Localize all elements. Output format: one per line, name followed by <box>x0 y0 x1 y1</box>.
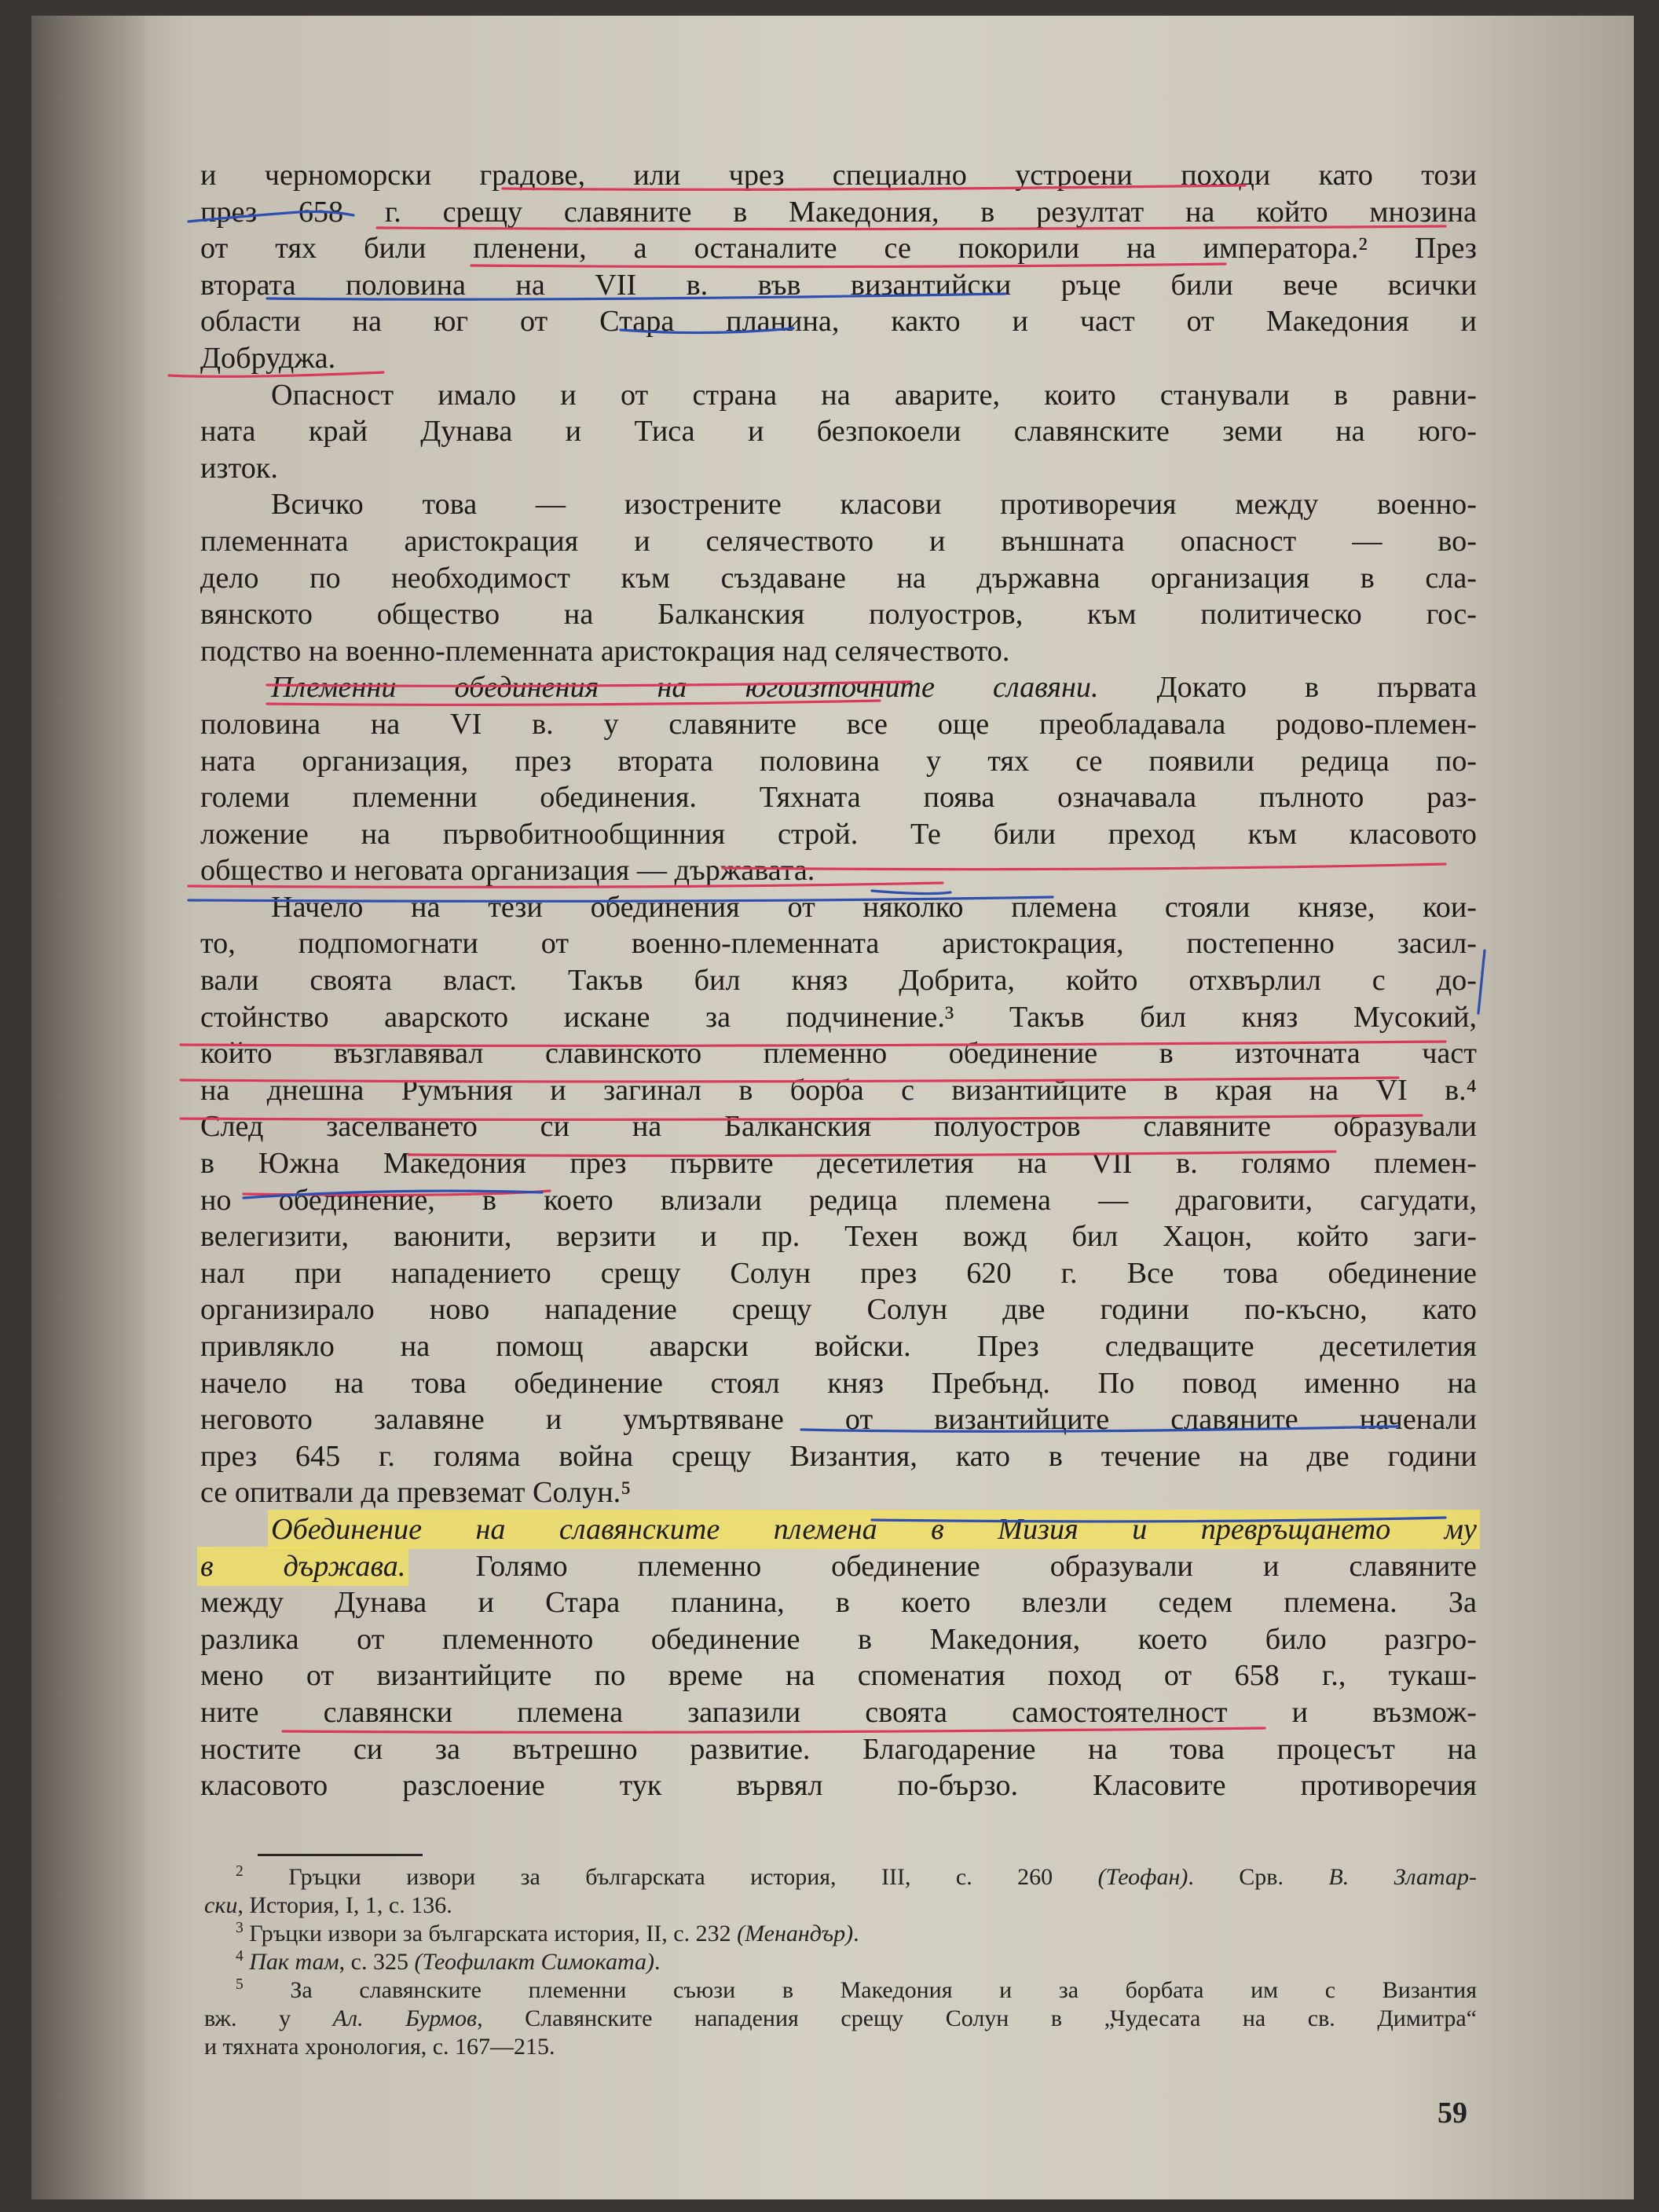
text-line: и черноморски градове, или чрез специално устроени походи като този <box>200 159 1477 192</box>
text-line: нал при нападението срещу Солун през 620 г. Все това обединение <box>200 1256 1477 1290</box>
text-line: стойнство аварското искане за подчинение.³ Такъв бил княз Мусокий, <box>200 1000 1477 1034</box>
body-text <box>200 157 1477 1804</box>
footnote-2: $^2$ Гръцки извори за българската история, III, с. 260 (Теофан). Срв. В. Златар- <box>236 1863 1478 1890</box>
footnote-5: $^5$ За славянските племенни съюзи в Македония и за борбата им с Византия <box>236 1976 1477 2003</box>
text-line: половина на VI в. у славяните все още преобладавала родово-племен- <box>200 707 1477 741</box>
text-line: вянското общество на Балканския полуостров, към политическо гос- <box>200 598 1477 632</box>
text-line: на днешна Румъния и загинал в борба с византийците в края на VI в.⁴ <box>200 1073 1477 1107</box>
text-line: от тях били пленени, а останалите се покорили на императора.² През <box>200 232 1477 266</box>
text-line: неговото залавяне и умъртвяване от византийците славяните наченали <box>200 1403 1477 1437</box>
text-line: начело на това обединение стоял княз Пребънд. По повод именно на <box>200 1366 1477 1400</box>
text-line <box>200 1511 1477 1548</box>
text-line: племенната аристокрация и селячеството и външната опасност — во- <box>200 524 1477 558</box>
text-line: ната край Дунава и Тиса и безпокоели славянските земи на юго- <box>200 415 1477 449</box>
text-line: вали своята власт. Такъв бил княз Добрита, който отхвърлил с до- <box>200 964 1477 998</box>
text-line: между Дунава и Стара планина, в което влезли седем племена. За <box>200 1586 1477 1620</box>
text-line: Опасност имало и от страна на аварите, които станували в равни- <box>271 378 1477 412</box>
text-line: мено от византийците по време на споменатия поход от 658 г., тукаш- <box>200 1659 1477 1693</box>
text-line: се опитвали да превземат Солун.⁵ <box>200 1476 632 1510</box>
footnote-5-cont: вж. у Ал. Бурмов, Славянските нападения срещу Солун в „Чудесата на св. Димитра“ <box>204 2005 1477 2031</box>
footnote-4: $^4$ Пак там, с. 325 (Теофилакт Симоката). <box>236 1948 661 1975</box>
footnote-2-cont: ски, История, I, 1, с. 136. <box>204 1892 452 1918</box>
text-line: Начело на тези обединения от няколко племена стояли князе, кои- <box>271 890 1477 924</box>
page-gutter-shadow <box>31 16 149 2199</box>
text-line: изток. <box>200 451 278 485</box>
footnote-5-cont2: и тяхната хронология, с. 167—215. <box>204 2034 555 2060</box>
footnote-3: $^3$ Гръцки извори за българската история, II, с. 232 (Менандър). <box>236 1920 859 1946</box>
text-line: през 645 г. голяма война срещу Византия, като в течение на две години <box>200 1439 1477 1473</box>
text-line: през 658 г. срещу славяните в Македония, в резултат на който мнозина <box>200 195 1477 229</box>
text-line: но обединение, в което влизали редица племена — драговити, сагудати, <box>200 1183 1477 1217</box>
text-line: Племенни обединения на югоизточните славяни. Докато в първата <box>271 671 1477 705</box>
page-number: 59 <box>1437 2097 1467 2130</box>
text-line: След заселването си на Балканския полуостров славяните образували <box>200 1110 1477 1144</box>
text-line: организирало ново нападение срещу Солун две години по-късно, като <box>200 1293 1477 1327</box>
text-line: големи племенни обединения. Тяхната поява означавала пълното раз- <box>200 781 1477 815</box>
text-line: ните славянски племена запазили своята самостоятелност и възмож- <box>200 1695 1477 1729</box>
text-line: класовото разслоение тук вървял по-бързо. Класовите противоречия <box>200 1769 1477 1803</box>
text-line: ната организация, през втората половина у тях се появили редица по- <box>200 744 1477 778</box>
text-line: който възглавявал славинското племенно обединение в източната част <box>200 1037 1477 1071</box>
text-line: Всичко това — изострените класови противоречия между военно- <box>271 488 1477 522</box>
highlighted-section-heading: Обединение на славянските племена в Мизия и превръщането му <box>271 1512 1477 1546</box>
text-line: втората половина на VII в. във византийски ръце били вече всички <box>200 268 1477 302</box>
text-line: в Южна Македония през първите десетилетия на VII в. голямо племен- <box>200 1147 1477 1181</box>
text-line: в държава. Голямо племенно обединение образували и славяните <box>200 1549 1477 1583</box>
text-line: дело по необходимост към създаване на държавна организация в сла- <box>200 561 1477 595</box>
book-page <box>31 16 1634 2199</box>
text-line: привлякло на помощ аварски войски. През следващите десетилетия <box>200 1330 1477 1363</box>
text-line: ностите си за вътрешно развитие. Благодарение на това процесът на <box>200 1732 1477 1766</box>
footnote-divider <box>258 1854 423 1856</box>
text-line: подство на военно-племенната аристокрация над селячеството. <box>200 634 1010 668</box>
text-line: велегизити, ваюнити, верзити и пр. Техен вожд бил Хацон, който заги- <box>200 1220 1477 1254</box>
text-line: общество и неговата организация — държавата. <box>200 854 815 888</box>
highlighted-section-heading-cont: в държава. <box>200 1549 406 1583</box>
text-line: Добруджа. <box>200 341 336 375</box>
section-heading: Племенни обединения на югоизточните славяни. <box>271 671 1099 705</box>
text-line: то, подпомогнати от военно-племенната аристокрация, постепенно засил- <box>200 927 1477 961</box>
text-line: ложение на първобитнообщинния строй. Те били преход към класовото <box>200 817 1477 851</box>
text-line: области на юг от Стара планина, както и част от Македония и <box>200 305 1477 339</box>
footnotes <box>204 1863 1478 2061</box>
text-line: разлика от племенното обединение в Македония, което било разгро- <box>200 1622 1477 1656</box>
